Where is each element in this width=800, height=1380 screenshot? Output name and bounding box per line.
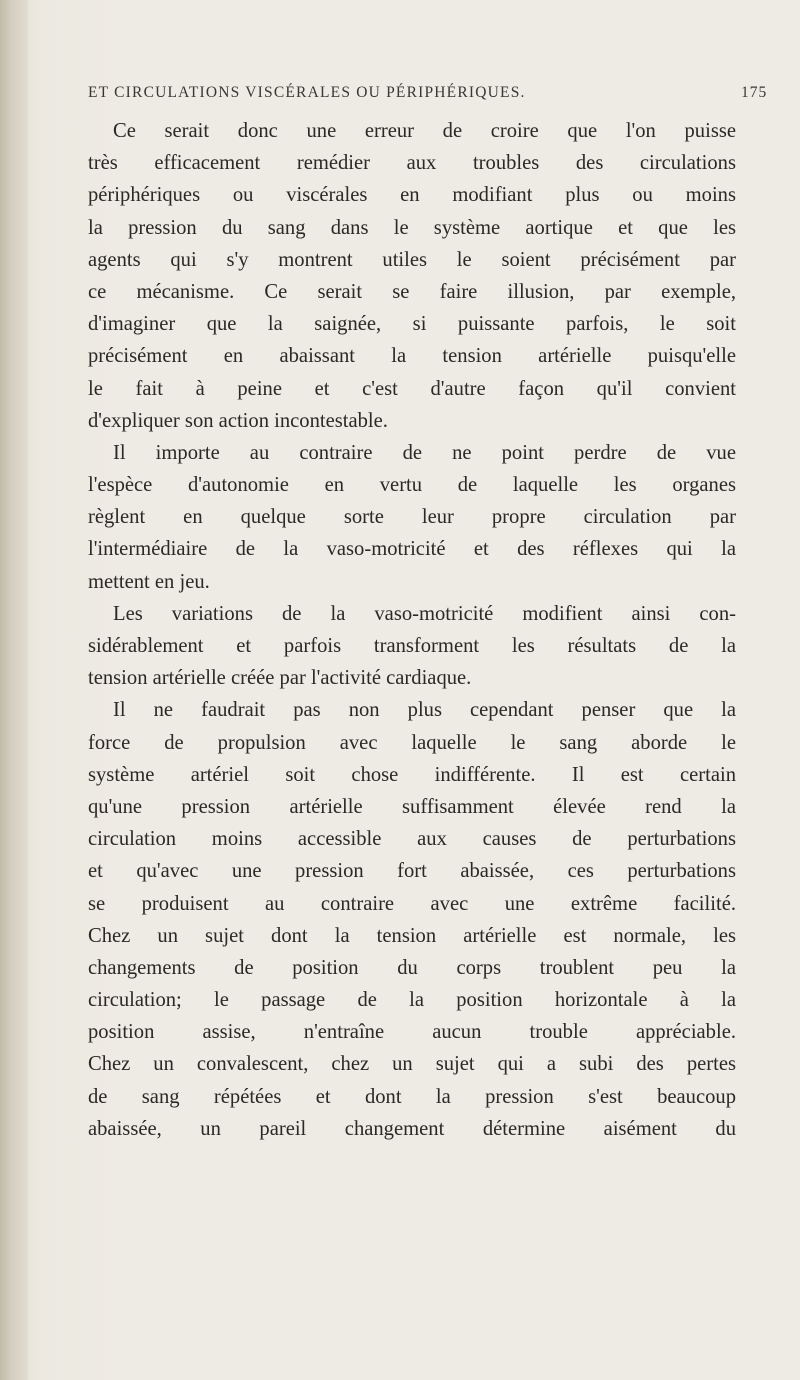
text-line: d'imaginer que la saignée, si puissante parfois, le soit	[88, 313, 736, 336]
text-line: se produisent au contraire avec une extrême facilité.	[88, 892, 736, 915]
text-line: mettent en jeu.	[88, 570, 210, 593]
text-line: la pression du sang dans le système aortique et que les	[88, 216, 736, 239]
text-line: abaissée, un pareil changement détermine aisément du	[88, 1117, 736, 1140]
page-binding-shadow	[0, 0, 28, 1380]
text-line: Les variations de la vaso-motricité modifient ainsi con-	[113, 602, 736, 625]
body-text	[88, 115, 736, 1145]
text-line: tension artérielle créée par l'activité cardiaque.	[88, 667, 472, 690]
text-line: Chez un sujet dont la tension artérielle est normale, les	[88, 924, 736, 947]
text-line: Il importe au contraire de ne point perdre de vue	[113, 441, 736, 464]
text-line: d'expliquer son action incontestable.	[88, 409, 388, 432]
text-line: circulation; le passage de la position horizontale à la	[88, 989, 736, 1012]
text-line: circulation moins accessible aux causes de perturbations	[88, 828, 736, 851]
text-line: changements de position du corps troublent peu la	[88, 956, 736, 979]
text-line: Chez un convalescent, chez un sujet qui a subi des pertes	[88, 1053, 736, 1076]
text-line: Ce serait donc une erreur de croire que l'on puisse	[113, 120, 736, 142]
text-line: sidérablement et parfois transforment les résultats de la	[88, 635, 736, 657]
text-line: le fait à peine et c'est d'autre façon qu'il convient	[88, 377, 736, 400]
text-line: et qu'avec une pression fort abaissée, ces perturbations	[88, 860, 736, 883]
text-line: ce mécanisme. Ce serait se faire illusion, par exemple,	[88, 280, 736, 303]
text-line: qu'une pression artérielle suffisamment élevée rend la	[88, 795, 736, 818]
text-line: périphériques ou viscérales en modifiant plus ou moins	[88, 184, 736, 207]
running-header: ET CIRCULATIONS VISCÉRALES OU PÉRIPHÉRIQUES.	[88, 84, 526, 101]
page-number: 175	[741, 84, 768, 101]
text-line: l'espèce d'autonomie en vertu de laquelle les organes	[88, 474, 736, 497]
text-line: Il ne faudrait pas non plus cependant penser que la	[113, 699, 736, 722]
text-line: règlent en quelque sorte leur propre circulation par	[88, 506, 736, 529]
text-line: position assise, n'entraîne aucun trouble appréciable.	[88, 1021, 736, 1044]
text-line: agents qui s'y montrent utiles le soient précisément par	[88, 248, 736, 271]
text-line: force de propulsion avec laquelle le sang aborde le	[88, 731, 736, 754]
text-line: précisément en abaissant la tension artérielle puisqu'elle	[88, 345, 736, 368]
text-line: très efficacement remédier aux troubles des circulations	[88, 152, 736, 175]
text-line: système artériel soit chose indifférente. Il est certain	[88, 763, 736, 786]
text-line: de sang répétées et dont la pression s'est beaucoup	[88, 1085, 736, 1108]
text-line: l'intermédiaire de la vaso-motricité et des réflexes qui la	[88, 538, 736, 561]
